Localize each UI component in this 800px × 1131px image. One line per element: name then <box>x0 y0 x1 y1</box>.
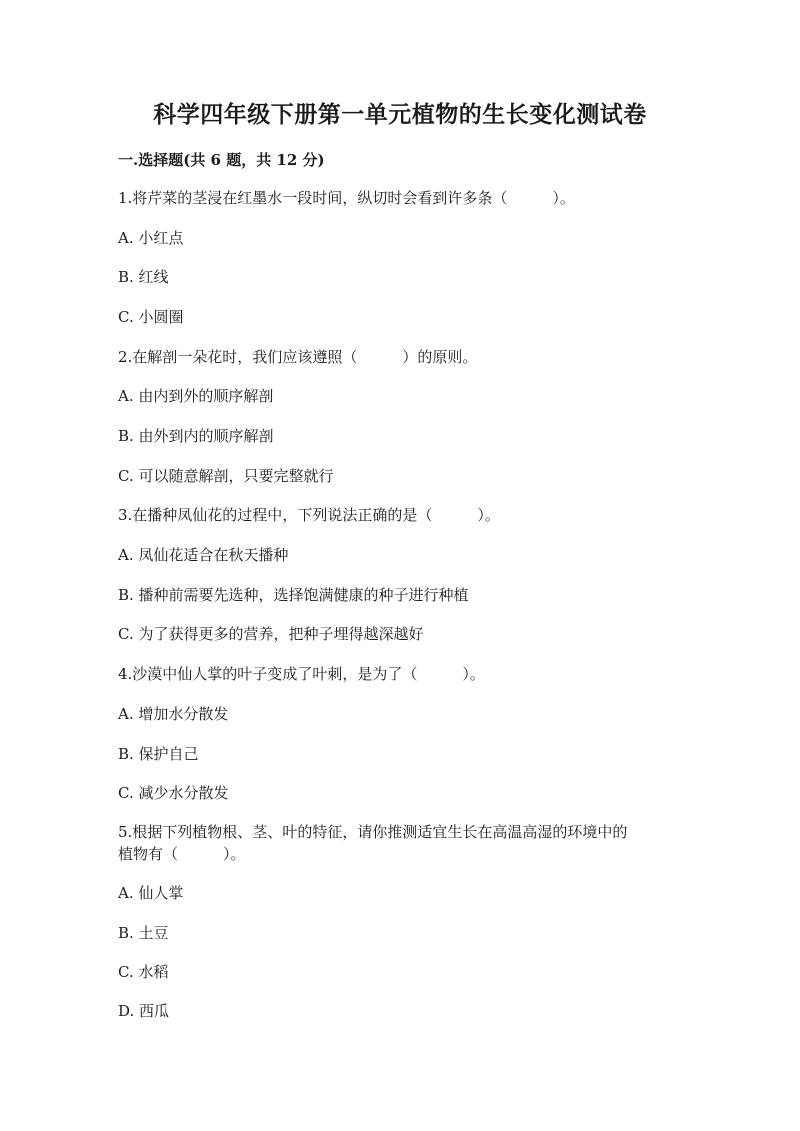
question-1-option-a: A. 小红点 <box>118 229 184 247</box>
question-3-stem: 3.在播种凤仙花的过程中，下列说法正确的是（ ）。 <box>118 506 500 524</box>
question-4-stem: 4.沙漠中仙人掌的叶子变成了叶刺，是为了（ ）。 <box>118 665 485 683</box>
question-5-option-a: A. 仙人掌 <box>118 884 184 902</box>
question-4-option-c: C. 减少水分散发 <box>118 784 229 802</box>
question-4-option-b: B. 保护自己 <box>118 745 199 763</box>
section-heading: 一.选择题(共 6 题，共 12 分) <box>118 151 325 169</box>
question-5-option-c: C. 水稻 <box>118 963 169 981</box>
question-3-option-b: B. 播种前需要先选种，选择饱满健康的种子进行种植 <box>118 586 469 604</box>
question-5-stem-line-2: 植物有（ ）。 <box>118 845 246 863</box>
question-5-option-d: D. 西瓜 <box>118 1002 170 1020</box>
question-3-option-c: C. 为了获得更多的营养，把种子埋得越深越好 <box>118 625 424 643</box>
question-5-stem-line-1: 5.根据下列植物根、茎、叶的特征，请你推测适宜生长在高温高湿的环境中的 <box>118 823 628 841</box>
question-1-option-b: B. 红线 <box>118 268 169 286</box>
page-title: 科学四年级下册第一单元植物的生长变化测试卷 <box>153 101 647 128</box>
question-2-option-c: C. 可以随意解剖，只要完整就行 <box>118 467 334 485</box>
question-2-option-a: A. 由内到外的顺序解剖 <box>118 387 274 405</box>
question-1-stem: 1.将芹菜的茎浸在红墨水一段时间，纵切时会看到许多条（ ）。 <box>118 189 575 207</box>
question-4-option-a: A. 增加水分散发 <box>118 705 229 723</box>
question-2-stem: 2.在解剖一朵花时，我们应该遵照（ ）的原则。 <box>118 348 478 366</box>
question-2-option-b: B. 由外到内的顺序解剖 <box>118 427 274 445</box>
question-5-option-b: B. 土豆 <box>118 924 169 942</box>
question-1-option-c: C. 小圆圈 <box>118 308 184 326</box>
question-3-option-a: A. 凤仙花适合在秋天播种 <box>118 546 289 564</box>
